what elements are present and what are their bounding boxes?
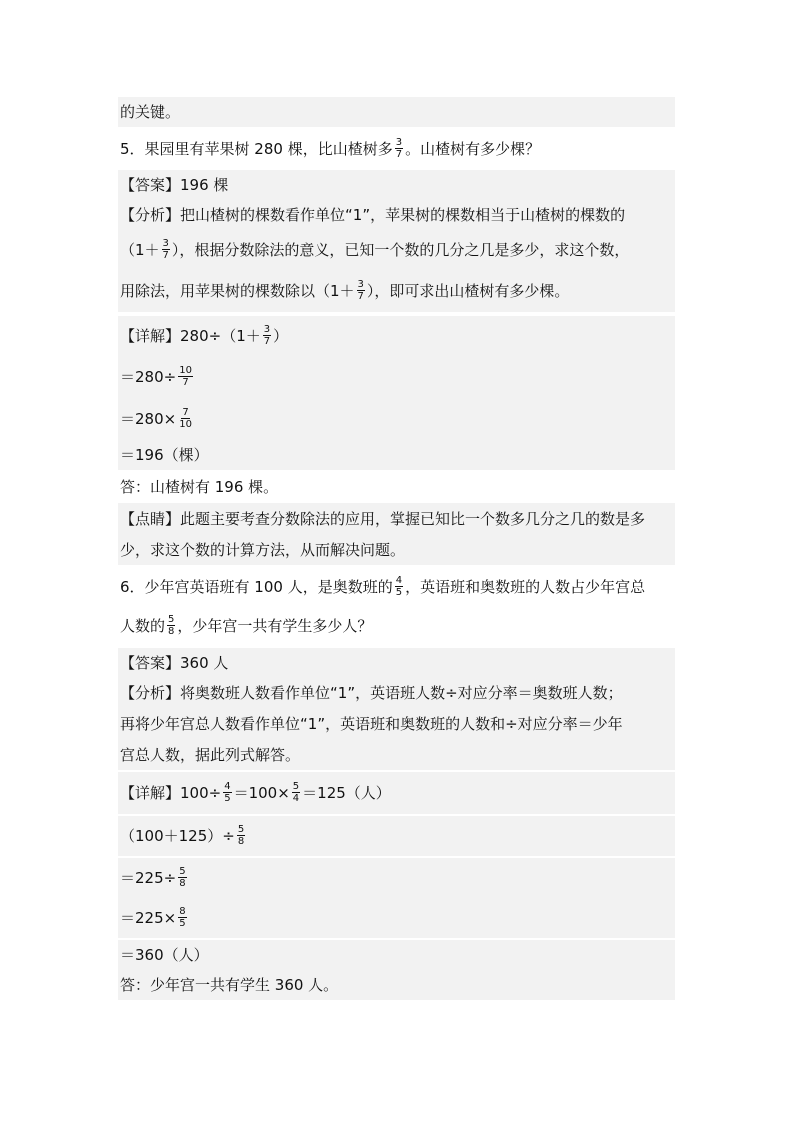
fraction-denominator: 7 <box>162 249 169 261</box>
fraction-denominator: 7 <box>263 335 271 347</box>
fraction <box>178 365 193 388</box>
question-5 <box>118 132 675 166</box>
fraction-numerator: 5 <box>168 613 175 625</box>
question-6-text: 6．少年宫英语班有 100 人，是奥数班的 <box>120 578 393 596</box>
q5-detail-line-2 <box>118 356 675 398</box>
q5-analysis-line-1 <box>118 200 675 230</box>
fraction-denominator: 7 <box>182 376 189 388</box>
question-6-text: 人数的 <box>120 617 166 635</box>
detail-text: ＝360（人） <box>120 946 209 964</box>
detail-text: ＝100× <box>233 784 290 802</box>
q5-analysis-line-3 <box>118 270 675 312</box>
fraction-numerator: 3 <box>263 323 271 335</box>
detail-text: 【详解】280÷（1＋ <box>120 327 261 345</box>
fraction-denominator: 7 <box>357 290 364 302</box>
fraction-numerator: 4 <box>395 574 403 586</box>
question-6-text: ，英语班和奥数班的人数占少年宫总 <box>405 578 646 596</box>
prev-answer-tail <box>118 97 675 127</box>
q5-point-line-1 <box>118 503 675 535</box>
q6-analysis-line-2 <box>118 708 675 740</box>
question-5-text-pre: 5．果园里有苹果树 280 棵，比山楂树多 <box>120 140 393 158</box>
fraction-denominator: 8 <box>168 625 175 637</box>
point-text: 少，求这个数的计算方法，从而解决问题。 <box>120 541 406 559</box>
analysis-text: （1＋ <box>120 241 160 259</box>
q6-detail-line-1 <box>118 772 675 814</box>
fraction-numerator: 5 <box>237 823 245 835</box>
detail-text: ＝125（人） <box>302 784 391 802</box>
analysis-text: 【分析】将奥数班人数看作单位“1”，英语班人数÷对应分率＝奥数班人数； <box>120 684 623 702</box>
detail-text: ＝225× <box>120 909 177 927</box>
fraction <box>178 906 186 929</box>
analysis-text: 宫总人数，据此列式解答。 <box>120 746 301 764</box>
fraction-denominator: 5 <box>179 917 186 929</box>
q5-final-answer <box>118 473 675 501</box>
q5-answer <box>118 170 675 200</box>
analysis-text: ），根据分数除法的意义，已知一个数的几分之几是多少，求这个数， <box>171 241 630 259</box>
q6-analysis-line-3 <box>118 740 675 770</box>
fraction-numerator: 3 <box>162 237 169 249</box>
q5-analysis-line-2 <box>118 230 675 270</box>
detail-text: ＝225÷ <box>120 869 177 887</box>
answer-text: 【答案】196 棵 <box>120 176 229 194</box>
fraction-denominator: 5 <box>395 586 403 598</box>
fraction-numerator: 3 <box>395 136 403 148</box>
q6-detail-line-2 <box>118 816 675 856</box>
detail-text: ） <box>273 327 289 345</box>
q6-detail-line-4 <box>118 898 675 938</box>
analysis-text: ），即可求出山楂树有多少棵。 <box>366 282 570 300</box>
q6-final-answer <box>118 970 675 1000</box>
fraction <box>162 238 170 261</box>
question-6-text: ，少年宫一共有学生多少人？ <box>177 617 373 635</box>
analysis-text: 【分析】把山楂树的棵数看作单位“1”，苹果树的棵数相当于山楂树的棵数的 <box>120 206 626 224</box>
detail-text: ＝196（棵） <box>120 446 209 464</box>
detail-text: （100＋125）÷ <box>120 827 235 845</box>
fraction <box>178 866 186 889</box>
fraction-numerator: 10 <box>179 364 192 376</box>
q6-analysis-line-1 <box>118 678 675 708</box>
fraction <box>223 781 231 804</box>
fraction <box>395 575 403 598</box>
q5-point-line-2 <box>118 535 675 565</box>
fraction-numerator: 8 <box>179 905 186 917</box>
final-answer-text: 答：少年宫一共有学生 360 人。 <box>120 976 339 994</box>
question-6-line-2 <box>118 606 675 646</box>
final-answer-text: 答：山楂树有 196 棵。 <box>120 478 279 496</box>
fraction-denominator: 7 <box>395 148 403 160</box>
q6-answer <box>118 648 675 678</box>
q6-detail-line-3 <box>118 858 675 898</box>
answer-text: 【答案】360 人 <box>120 654 229 672</box>
fraction-denominator: 4 <box>292 792 300 804</box>
fraction <box>178 407 193 430</box>
fraction-numerator: 4 <box>224 780 231 792</box>
fraction <box>237 824 245 847</box>
fraction <box>263 324 271 347</box>
analysis-text: 用除法，用苹果树的棵数除以（1＋ <box>120 282 355 300</box>
fraction <box>395 137 403 160</box>
q6-detail-line-5 <box>118 940 675 970</box>
fraction-denominator: 8 <box>179 877 186 889</box>
detail-text: ＝280× <box>120 410 177 428</box>
fraction-numerator: 5 <box>179 865 186 877</box>
fraction-numerator: 3 <box>357 278 364 290</box>
q5-detail-line-1 <box>118 316 675 356</box>
fraction <box>167 614 175 637</box>
fraction-denominator: 5 <box>224 792 231 804</box>
detail-text: 【详解】100÷ <box>120 784 222 802</box>
fraction-denominator: 8 <box>237 835 245 847</box>
fraction-numerator: 5 <box>292 780 300 792</box>
point-text: 【点睛】此题主要考查分数除法的应用，掌握已知比一个数多几分之几的数是多 <box>120 510 646 528</box>
prev-answer-text: 的关键。 <box>120 103 181 121</box>
q5-detail-line-3 <box>118 398 675 440</box>
question-5-text-post: 。山楂树有多少棵？ <box>405 140 541 158</box>
q5-detail-line-4 <box>118 440 675 470</box>
question-6-line-1 <box>118 568 675 606</box>
fraction <box>292 781 300 804</box>
detail-text: ＝280÷ <box>120 368 177 386</box>
analysis-text: 再将少年宫总人数看作单位“1”，英语班和奥数班的人数和÷对应分率＝少年 <box>120 715 623 733</box>
fraction-numerator: 7 <box>182 406 189 418</box>
fraction <box>357 279 365 302</box>
fraction-denominator: 10 <box>179 418 192 430</box>
